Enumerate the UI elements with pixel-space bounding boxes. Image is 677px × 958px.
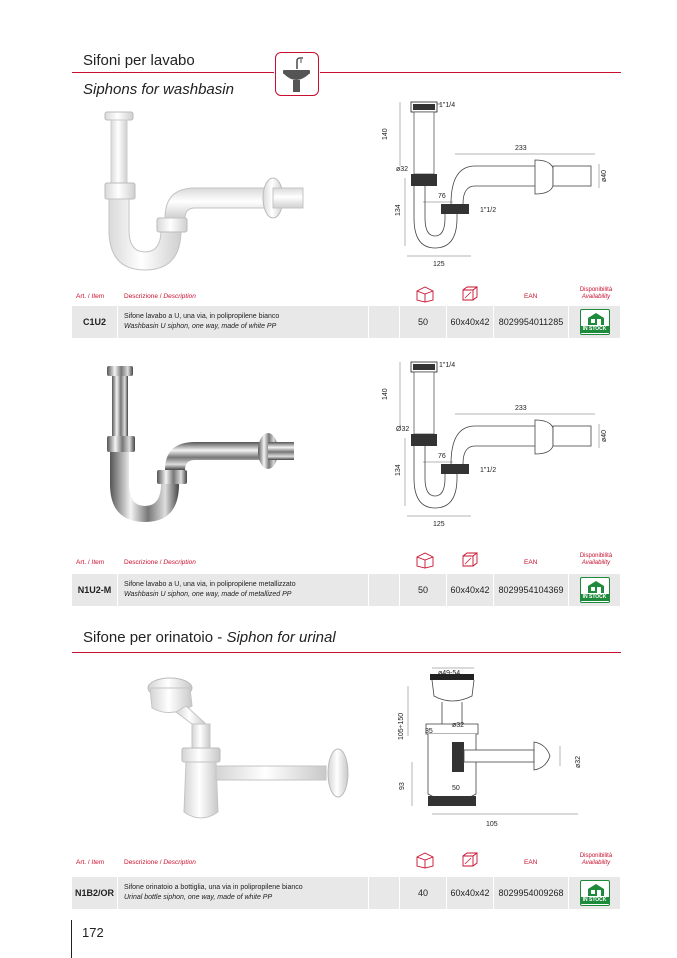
header-availability: Disponibilità Availability bbox=[579, 287, 613, 300]
box-pieces-icon bbox=[415, 551, 435, 574]
blank-cell bbox=[369, 574, 399, 606]
title-rule bbox=[72, 652, 621, 653]
product-description: Sifone orinatoio a bottiglia, una via in polipropilene bianco Urinal bottle siphon, one way, made of white PP bbox=[118, 877, 368, 909]
dim-label: 105÷150 bbox=[398, 712, 405, 740]
availability-cell bbox=[569, 877, 620, 909]
dim-label: 1"1/2 bbox=[480, 467, 497, 474]
dim-label: 1"1/4 bbox=[439, 362, 456, 369]
dim-label: 125 bbox=[433, 261, 445, 268]
header-ean: EAN bbox=[524, 293, 538, 300]
dim-label: 233 bbox=[515, 145, 527, 152]
dim-label: ø32 bbox=[575, 755, 582, 768]
dim-label: 93 bbox=[399, 782, 406, 790]
box-pieces-icon bbox=[415, 285, 435, 308]
product-code: N1U2-M bbox=[72, 574, 117, 606]
dim-label: ø40 bbox=[601, 169, 608, 182]
page-number-bar bbox=[71, 920, 72, 958]
product-code: N1B2/OR bbox=[72, 877, 117, 909]
title-rule-left bbox=[72, 72, 274, 73]
page-number: 172 bbox=[82, 925, 104, 940]
blank-cell bbox=[369, 877, 399, 909]
dim-label: 134 bbox=[395, 464, 402, 476]
warehouse-icon bbox=[587, 580, 605, 594]
product-pack-size: 60x40x42 bbox=[447, 877, 493, 909]
product-code: C1U2 bbox=[72, 306, 117, 338]
header-art: Art. / Item bbox=[76, 293, 105, 300]
box-dimensions-icon bbox=[460, 851, 480, 874]
header-description: Descrizione / Description bbox=[124, 859, 196, 866]
dim-label: 125 bbox=[433, 521, 445, 528]
dim-label: 1"1/4 bbox=[439, 102, 456, 109]
technical-drawing-n1b2-or bbox=[388, 662, 613, 832]
washbasin-icon bbox=[275, 52, 319, 96]
dim-label: Ø32 bbox=[396, 426, 410, 433]
dim-label: ø40 bbox=[601, 429, 608, 442]
product-photo-n1u2-m bbox=[95, 362, 315, 532]
dim-label: 35 bbox=[425, 728, 433, 735]
product-photo-n1b2-or bbox=[130, 662, 360, 834]
table-row bbox=[72, 877, 620, 909]
dim-label: ø32 bbox=[452, 722, 465, 729]
availability-cell bbox=[569, 306, 620, 338]
product-description: Sifone lavabo a U, una via, in polipropilene bianco Washbasin U siphon, one way, made of white PP bbox=[118, 306, 368, 338]
dim-label: 1"1/2 bbox=[480, 207, 497, 214]
product-description: Sifone lavabo a U, una via, in polipropilene metallizzato Washbasin U siphon, one way, made of metallized PP bbox=[118, 574, 368, 606]
title-rule-right bbox=[320, 72, 621, 73]
header-ean: EAN bbox=[524, 559, 538, 566]
dim-label: 50 bbox=[452, 785, 460, 792]
box-pieces-icon bbox=[415, 851, 435, 874]
dim-label: 233 bbox=[515, 405, 527, 412]
product-quantity: 50 bbox=[400, 306, 446, 338]
technical-drawing-c1u2 bbox=[375, 98, 615, 273]
product-ean: 8029954011285 bbox=[494, 306, 568, 338]
warehouse-icon bbox=[587, 883, 605, 897]
product-quantity: 50 bbox=[400, 574, 446, 606]
product-ean: 8029954009268 bbox=[494, 877, 568, 909]
dim-label: 76 bbox=[438, 453, 446, 460]
section-title-washbasin: Sifoni per lavabo bbox=[83, 52, 195, 69]
technical-drawing-n1u2-m bbox=[375, 358, 615, 533]
availability-cell bbox=[569, 574, 620, 606]
header-art: Art. / Item bbox=[76, 859, 105, 866]
header-description: Descrizione / Description bbox=[124, 559, 196, 566]
product-ean: 8029954104369 bbox=[494, 574, 568, 606]
in-stock-badge: IN STOCK bbox=[580, 577, 610, 603]
header-art: Art. / Item bbox=[76, 559, 105, 566]
in-stock-badge: IN STOCK bbox=[580, 309, 610, 335]
header-ean: EAN bbox=[524, 859, 538, 866]
section-subtitle-washbasin: Siphons for washbasin bbox=[83, 81, 234, 98]
dim-label: ø32 bbox=[396, 166, 409, 173]
table-header bbox=[72, 551, 620, 575]
product-pack-size: 60x40x42 bbox=[447, 574, 493, 606]
box-dimensions-icon bbox=[460, 551, 480, 574]
box-dimensions-icon bbox=[460, 285, 480, 308]
dim-label: 76 bbox=[438, 193, 446, 200]
dim-label: 105 bbox=[486, 821, 498, 828]
dim-label: 140 bbox=[382, 388, 389, 400]
dim-label: 134 bbox=[395, 204, 402, 216]
dim-label: 140 bbox=[382, 128, 389, 140]
table-header bbox=[72, 851, 620, 875]
table-row bbox=[72, 574, 620, 606]
in-stock-badge: IN STOCK bbox=[580, 880, 610, 906]
table-row bbox=[72, 306, 620, 338]
warehouse-icon bbox=[587, 312, 605, 326]
header-description: Descrizione / Description bbox=[124, 293, 196, 300]
product-pack-size: 60x40x42 bbox=[447, 306, 493, 338]
header-availability: Disponibilità Availability bbox=[579, 553, 613, 566]
section-title-urinal: Sifone per orinatoio - Siphon for urinal bbox=[83, 629, 336, 646]
dim-label: ø49-54 bbox=[438, 670, 461, 677]
blank-cell bbox=[369, 306, 399, 338]
product-quantity: 40 bbox=[400, 877, 446, 909]
header-availability: Disponibilità Availability bbox=[579, 853, 613, 866]
product-photo-c1u2 bbox=[95, 110, 315, 280]
